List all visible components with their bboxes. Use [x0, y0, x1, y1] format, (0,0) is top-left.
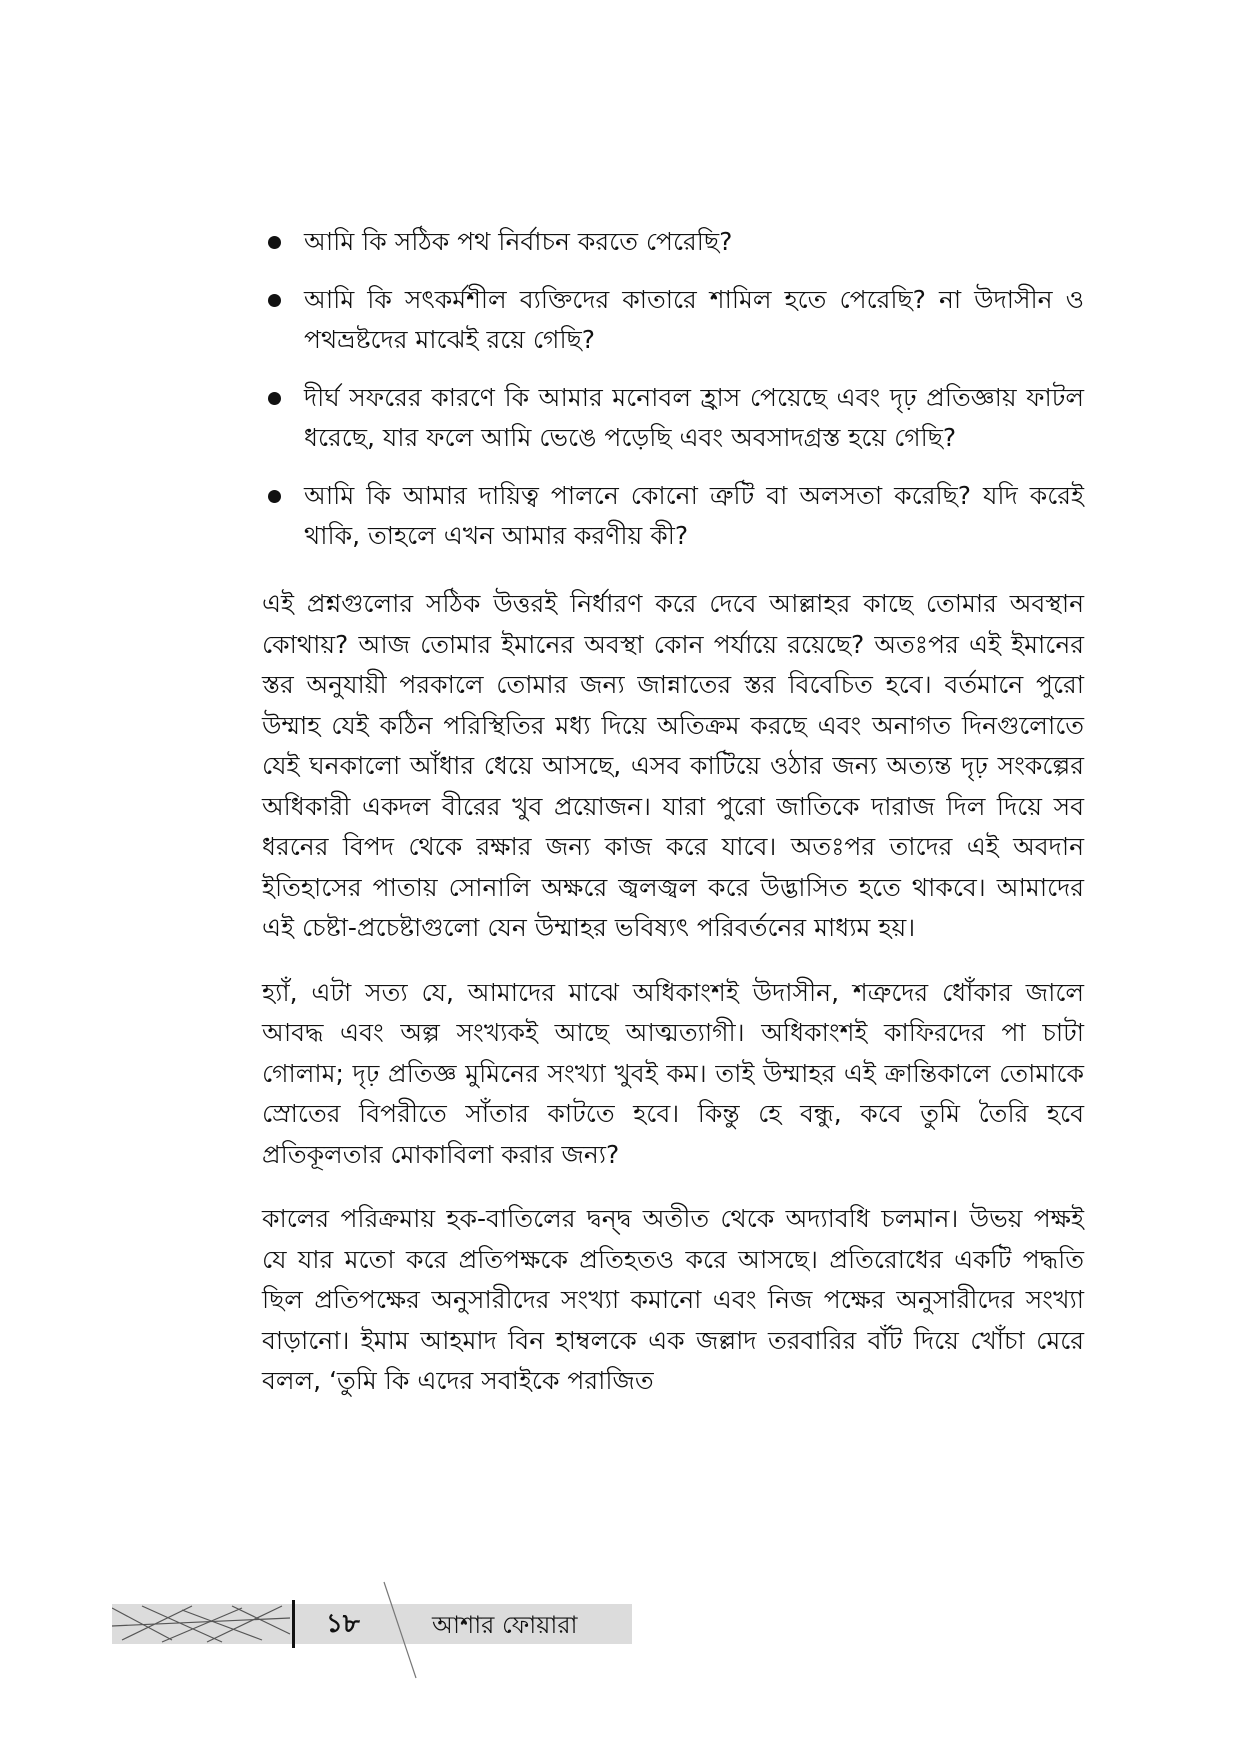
page-number: ১৮	[326, 1609, 360, 1639]
bullet-icon	[268, 392, 281, 405]
paragraph: কালের পরিক্রমায় হক-বাতিলের দ্বন্দ্ব অতীত থেকে অদ্যাবধি চলমান। উভয় পক্ষই যে যার মতো করে প্রতিপক্ষকে প্রতিহতও করে আসছে। প্রতিরোধের একটি পদ্ধতি ছিল প্রতিপক্ষের অনুসারীদের সংখ্যা কমানো এবং নিজ পক্ষের অনুসারীদের সংখ্যা বাড়ানো। ইমাম আহমাদ বিন হাম্বলকে এক জল্লাদ তরবারির বাঁট দিয়ে খোঁচা মেরে বলল, ‘তুমি কি এদের সবাইকে পরাজিত	[262, 1204, 1084, 1395]
list-item-text: আমি কি আমার দায়িত্ব পালনে কোনো ত্রুটি বা অলসতা করেছি? যদি করেই থাকি, তাহলে এখন আমার করণীয় কী?	[304, 481, 1084, 550]
paragraph: এই প্রশ্নগুলোর সঠিক উত্তরই নির্ধারণ করে দেবে আল্লাহর কাছে তোমার অবস্থান কোথায়? আজ তোমার ইমানের অবস্থা কোন পর্যায়ে রয়েছে? অতঃপর এই ইমানের স্তর অনুযায়ী পরকালে তোমার জন্য জান্নাতের স্তর বিবেচিত হবে। বর্তমানে পুরো উম্মাহ যেই কঠিন পরিস্থিতির মধ্য দিয়ে অতিক্রম করছে এবং অনাগত দিনগুলোতে যেই ঘনকালো আঁধার ধেয়ে আসছে, এসব কাটিয়ে ওঠার জন্য অত্যন্ত দৃঢ় সংকল্পের অধিকারী একদল বীরের খুব প্রয়োজন। যারা পুরো জাতিকে দারাজ দিল দিয়ে সব ধরনের বিপদ থেকে রক্ষার জন্য কাজ করে যাবে। অতঃপর তাদের এই অবদান ইতিহাসের পাতায় সোনালি অক্ষরে জ্বলজ্বল করে উদ্ভাসিত হতে থাকবে। আমাদের এই চেষ্টা-প্রচেষ্টাগুলো যেন উম্মাহর ভবিষ্যৎ পরিবর্তনের মাধ্যম হয়।	[262, 589, 1084, 942]
bullet-icon	[268, 490, 281, 503]
bullet-icon	[268, 294, 281, 307]
book-title: আশার ফোয়ারা	[432, 1611, 578, 1639]
list-item	[262, 222, 1084, 262]
page-body	[262, 222, 1084, 1426]
list-item-text: আমি কি সঠিক পথ নির্বাচন করতে পেরেছি?	[304, 227, 733, 256]
list-item	[262, 280, 1084, 360]
footer-decoration-icon	[112, 1604, 292, 1644]
list-item-text: দীর্ঘ সফরের কারণে কি আমার মনোবল হ্রাস পেয়েছে এবং দৃঢ় প্রতিজ্ঞায় ফাটল ধরেছে, যার ফলে আমি ভেঙে পড়েছি এবং অবসাদগ্রস্ত হয়ে গেছি?	[304, 383, 1084, 452]
list-item-text: আমি কি সৎকর্মশীল ব্যক্তিদের কাতারে শামিল হতে পেরেছি? না উদাসীন ও পথভ্রষ্টদের মাঝেই রয়ে গেছি?	[304, 285, 1084, 354]
question-list	[262, 222, 1084, 556]
footer-slash-icon	[380, 1580, 420, 1680]
list-item	[262, 476, 1084, 556]
bullet-icon	[268, 236, 281, 249]
footer-divider	[292, 1600, 295, 1648]
list-item	[262, 378, 1084, 458]
paragraph: হ্যাঁ, এটা সত্য যে, আমাদের মাঝে অধিকাংশই উদাসীন, শত্রুদের ধোঁকার জালে আবদ্ধ এবং অল্প সংখ্যকই আছে আত্মত্যাগী। অধিকাংশই কাফিরদের পা চাটা গোলাম; দৃঢ় প্রতিজ্ঞ মুমিনের সংখ্যা খুবই কম। তাই উম্মাহর এই ক্রান্তিকালে তোমাকে স্রোতের বিপরীতে সাঁতার কাটতে হবে। কিন্তু হে বন্ধু, কবে তুমি তৈরি হবে প্রতিকূলতার মোকাবিলা করার জন্য?	[262, 977, 1084, 1169]
